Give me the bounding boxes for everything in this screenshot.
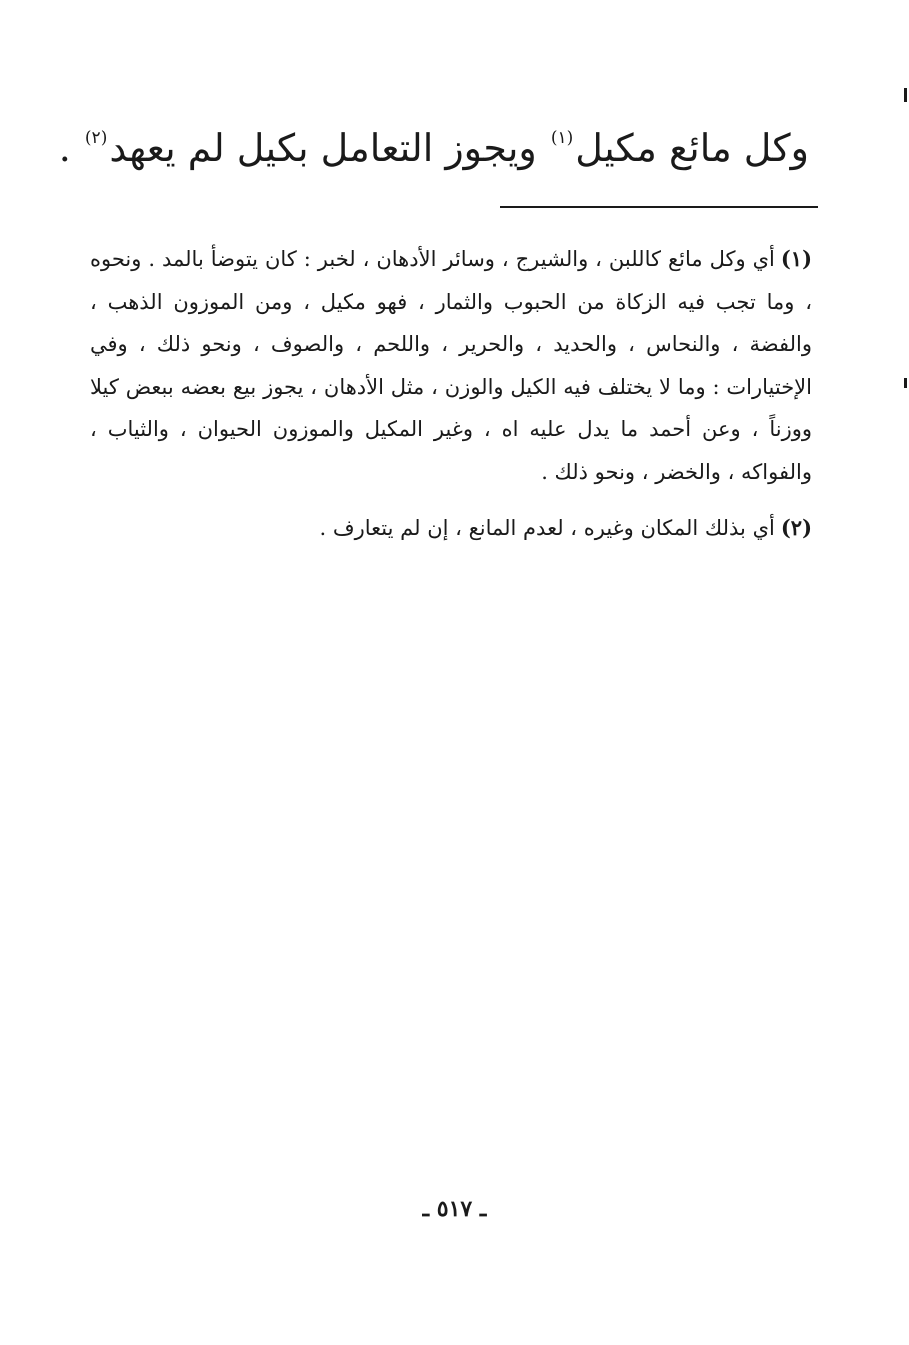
footnote-ref-2[interactable]: (٢) bbox=[84, 128, 108, 148]
page-number: ـ ٥١٧ ـ bbox=[422, 1196, 487, 1222]
verse-text-part-1: وكل مائع مكيل bbox=[575, 126, 809, 170]
footnotes-section bbox=[90, 238, 812, 550]
main-verse bbox=[58, 108, 809, 178]
footnote-ref-1[interactable]: (١) bbox=[550, 128, 574, 148]
verse-text-part-2: ويجوز التعامل بكيل لم يعهد bbox=[109, 126, 537, 170]
scan-edge-mark bbox=[904, 88, 907, 102]
footnote-2 bbox=[90, 507, 812, 550]
scan-edge-mark bbox=[904, 378, 907, 388]
footnote-number: (٢) bbox=[780, 515, 812, 540]
footnote-text: أي بذلك المكان وغيره ، لعدم المانع ، إن لم يتعارف . bbox=[319, 516, 775, 540]
footnote-separator bbox=[500, 206, 818, 208]
footnote-1 bbox=[90, 238, 812, 493]
verse-end-mark: . bbox=[58, 126, 83, 170]
footnote-number: (١) bbox=[780, 246, 812, 271]
footnote-text: أي وكل مائع كاللبن ، والشيرج ، وسائر الأدهان ، لخبر : كان يتوضأ بالمد . ونحوه ، وما تجب فيه الزكاة من الحبوب والثمار ، فهو مكيل ، ومن الموزون الذهب ، والفضة ، والنحاس ، والحديد ، والحرير ، واللحم ، والصوف ، ونحو ذلك ، وفي الإختيارات : وما لا يختلف فيه الكيل والوزن ، مثل الأدهان ، يجوز بيع بعضه ببعض كيلا ووزناً ، وعن أحمد ما يدل عليه اه ، وغير المكيل والموزون الحيوان ، والثياب ، والفواكه ، والخضر ، ونحو ذلك . bbox=[90, 247, 812, 484]
